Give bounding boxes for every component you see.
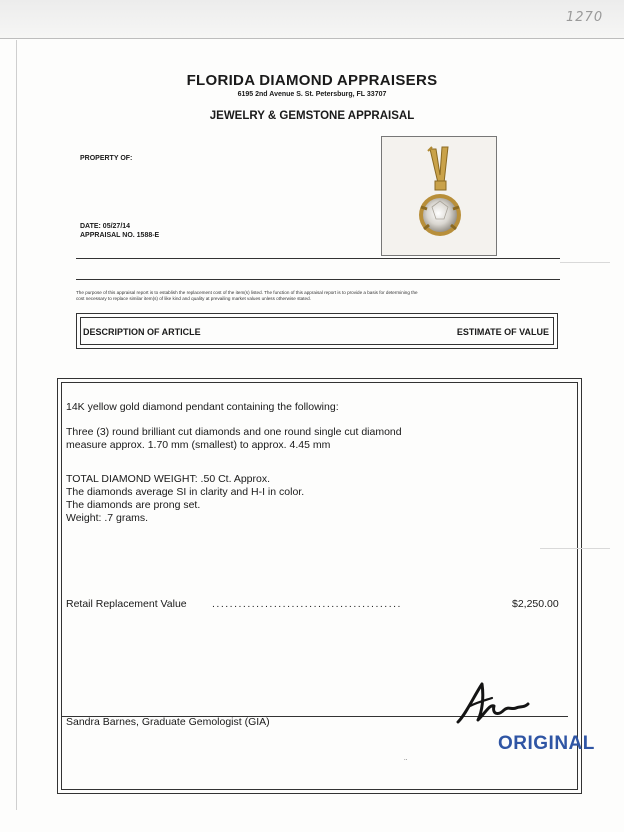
document-title: JEWELRY & GEMSTONE APPRAISAL [209, 110, 415, 122]
description-column-label: DESCRIPTION OF ARTICLE [83, 327, 201, 337]
retail-leader-dots: ........................................... [212, 598, 402, 610]
property-line-1 [76, 258, 560, 259]
bleed-mark [540, 548, 610, 549]
article-intro: 14K yellow gold diamond pendant containing the following: [66, 401, 339, 413]
metal-weight-line: Weight: .7 grams. [66, 512, 149, 524]
clarity-line: The diamonds average SI in clarity and H-I in color. [66, 486, 305, 498]
company-name: FLORIDA DIAMOND APPRAISERS [186, 72, 438, 89]
date-label: DATE: 05/27/14 [80, 223, 131, 230]
disclaimer [76, 290, 556, 302]
retail-value: $2,250.00 [512, 598, 559, 610]
pendant-icon [382, 137, 496, 255]
appraiser-name: Sandra Barnes, Graduate Gemologist (GIA) [66, 716, 270, 728]
article-line-1: Three (3) round brilliant cut diamonds and one round single cut diamond [66, 426, 402, 438]
footer-marks: .. [404, 756, 408, 762]
estimate-column-label: ESTIMATE OF VALUE [456, 327, 549, 337]
scan-top-edge [0, 0, 624, 39]
disclaimer-line-2: cost necessary to replace similar item(s) of like kind and quality at prevailing market values unless otherwise stated. [76, 296, 311, 301]
pendant-photo [381, 136, 497, 256]
retail-label: Retail Replacement Value [66, 598, 187, 610]
article-line-2: measure approx. 1.70 mm (smallest) to approx. 4.45 mm [66, 439, 331, 451]
company-address: 6195 2nd Avenue S. St. Petersburg, FL 33707 [237, 91, 387, 98]
property-line-2 [76, 279, 560, 280]
setting-line: The diamonds are prong set. [66, 499, 201, 511]
original-stamp: ORIGINAL [498, 733, 595, 754]
appraisal-number-label: APPRAISAL NO. 1588-E [80, 232, 160, 239]
corner-handwritten-number: 1270 [566, 10, 604, 25]
total-diamond-weight: TOTAL DIAMOND WEIGHT: .50 Ct. Approx. [66, 473, 271, 485]
signature-mark [452, 676, 532, 726]
property-of-label: PROPERTY OF: [80, 155, 133, 162]
description-header-box [76, 313, 558, 349]
disclaimer-line-1: The purpose of this appraisal report is to establish the replacement cost of the item(s) listed. The function of this appraisal report is to provide a basis for determining the [76, 290, 418, 295]
bleed-mark [560, 262, 610, 263]
